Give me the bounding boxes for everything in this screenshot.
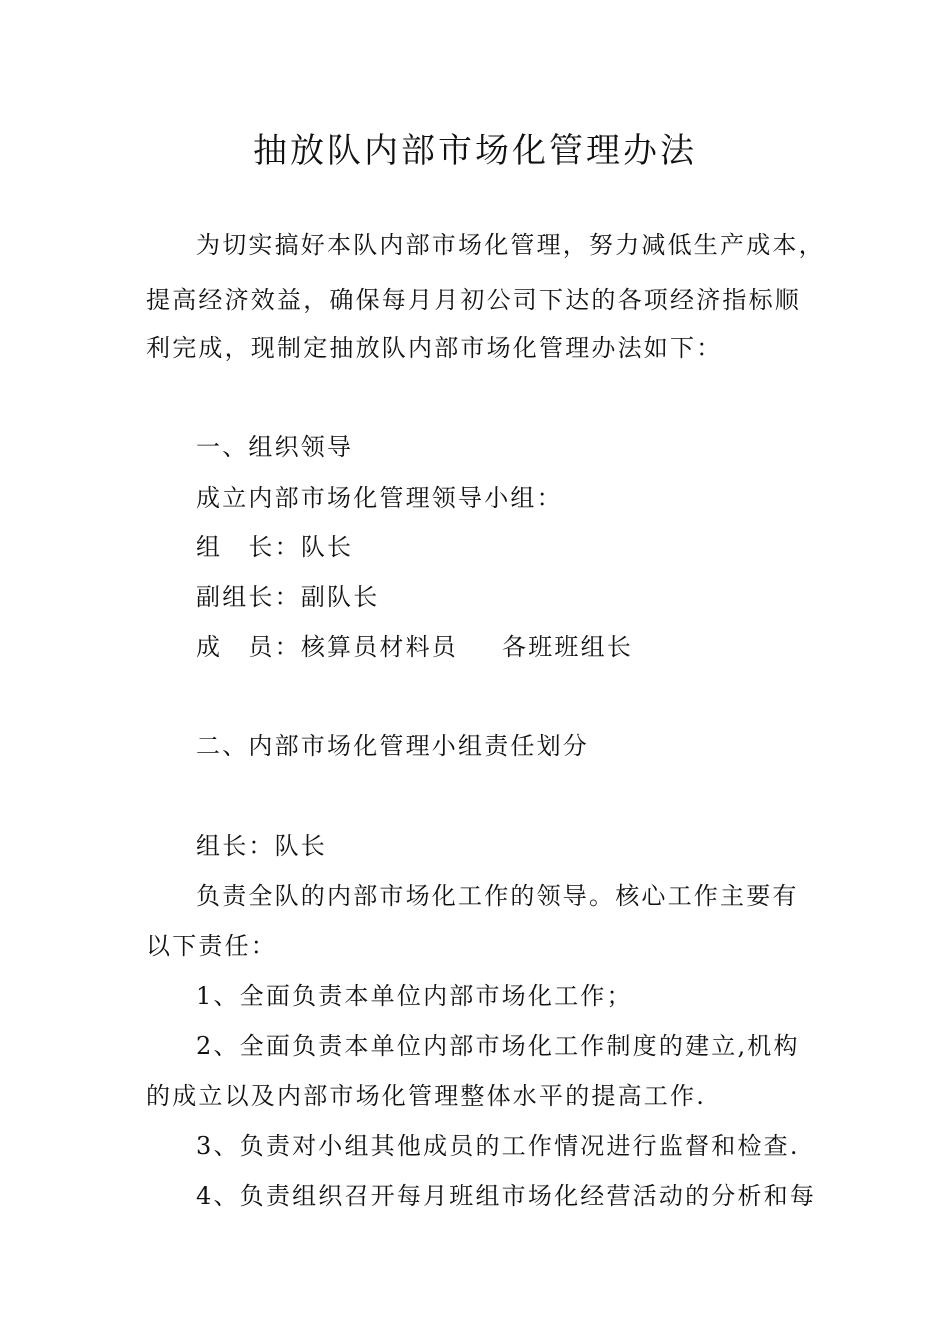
document-title: 抽放队内部市场化管理办法 — [253, 131, 697, 171]
intro-line-3: 利完成，现制定抽放队内部市场化管理办法如下： — [146, 334, 723, 362]
section2-leader-line: 组长：队长 — [196, 832, 327, 860]
list-item-2-cont: 的成立以及内部市场化管理整体水平的提高工作. — [146, 1082, 707, 1110]
list-item-4: 4、负责组织召开每月班组市场化经营活动的分析和每 — [196, 1182, 817, 1210]
member-staff — [196, 630, 633, 664]
section2-desc-line-1: 负责全队的内部市场化工作的领导。核心工作主要有 — [196, 882, 799, 910]
member-role: 成 员： — [196, 633, 301, 661]
list-item-2: 2、全面负责本单位内部市场化工作制度的建立,机构 — [196, 1032, 800, 1060]
member-value-2: 各班班组长 — [502, 633, 634, 661]
member-deputy — [196, 580, 379, 614]
member-value: 核算员材料员 — [300, 633, 459, 661]
intro-line-2: 提高经济效益，确保每月月初公司下达的各项经济指标顺 — [146, 286, 801, 314]
intro-line-1: 为切实搞好本队内部市场化管理，努力减低生产成本， — [196, 231, 825, 259]
section1-heading: 一、组织领导 — [196, 433, 354, 461]
member-role: 副组长： — [196, 583, 301, 611]
list-item-3: 3、负责对小组其他成员的工作情况进行监督和检查. — [196, 1132, 800, 1160]
member-value: 副队长 — [300, 583, 380, 611]
section2-desc-line-2: 以下责任： — [146, 932, 277, 960]
list-item-1: 1、全面负责本单位内部市场化工作； — [196, 982, 633, 1010]
member-role: 组 长： — [196, 533, 301, 561]
section1-lead: 成立内部市场化管理领导小组： — [196, 484, 563, 512]
member-leader — [196, 530, 353, 564]
member-value: 队长 — [300, 533, 354, 561]
section2-heading: 二、内部市场化管理小组责任划分 — [196, 732, 589, 760]
